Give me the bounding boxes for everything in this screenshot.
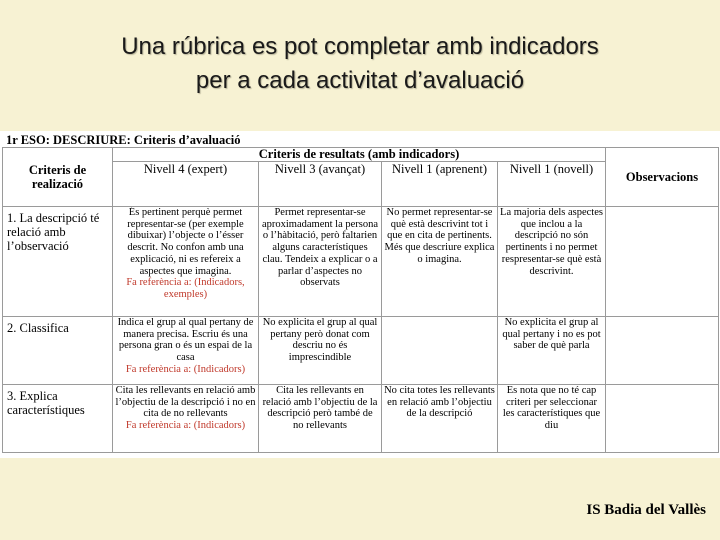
header-row-top — [3, 148, 719, 162]
reference-note: Fa referència a: (Indicadors) — [125, 420, 246, 432]
level-cell — [113, 317, 259, 385]
rubric-table — [2, 147, 719, 453]
level-cell: La majoria dels aspectes que inclou a la descripció no són pertinents i no permet respresentar-se què està descrivint. — [498, 207, 606, 317]
reference-note: Fa referència a: (Indicadors) — [125, 363, 246, 375]
slide-title-line-2: per a cada activitat d’avaluació — [195, 67, 525, 94]
school-footer: IS Badia del Vallès — [586, 502, 706, 518]
level-header: Nivell 1 (aprenent) — [382, 162, 498, 207]
rubric-panel — [0, 131, 720, 458]
observations-cell — [606, 385, 719, 453]
level-cell — [113, 385, 259, 453]
level-cell: Es nota que no té cap criteri per seleccionar les característiques que diu — [498, 385, 606, 453]
level-header: Nivell 1 (novell) — [498, 162, 606, 207]
level-cell — [382, 317, 498, 385]
descriptor-text: Cita les rellevants en relació amb l’objectiu de la descripció i no en cita de no rellevants — [115, 385, 256, 420]
criterion-cell: 1. La descripció té relació amb l’observació — [3, 207, 113, 317]
table-row — [3, 207, 719, 317]
level-cell: No explicita el grup al qual pertany i no es pot saber de què parla — [498, 317, 606, 385]
level-cell: Permet representar-se aproximadament la persona o l’hàbitació, però faltarien alguns característiques clau. Tendeix a explicar o a parlar d’aspectes no observats — [259, 207, 382, 317]
level-cell: Cita les rellevants en relació amb l’objectiu de la descripció però també de no rellevants — [259, 385, 382, 453]
slide-title-line-1: Una rúbrica es pot completar amb indicadors — [121, 33, 599, 60]
results-header: Criteris de resultats (amb indicadors) — [113, 148, 606, 162]
table-row — [3, 385, 719, 453]
observations-cell — [606, 317, 719, 385]
reference-note: Fa referència a: (Indicadors, exemples) — [126, 277, 245, 300]
level-cell — [113, 207, 259, 317]
level-cell: No cita totes les rellevants en relació amb l’objectiu de la descripció — [382, 385, 498, 453]
observations-header: Observacions — [606, 148, 719, 207]
rubric-caption: 1r ESO: DESCRIURE: Criteris d’avaluació — [6, 133, 241, 147]
observations-cell — [606, 207, 719, 317]
criterion-cell: 2. Classifica — [3, 317, 113, 385]
descriptor-text: És pertinent perquè permet representar-se (per exemple dibuixar) l’objecte o l’ésser descrit. No confon amb una explicació, ni es refereix a aspectes que imagina. — [127, 207, 244, 277]
level-header: Nivell 3 (avançat) — [259, 162, 382, 207]
criterion-cell: 3. Explica característiques — [3, 385, 113, 453]
slide-title — [0, 30, 720, 98]
level-cell: No explicita el grup al qual pertany però donat com descriu no és imprescindible — [259, 317, 382, 385]
level-cell: No permet representar-se què està descrivint tot i que en cita de pertinents. Més que descriure explica o imagina. — [382, 207, 498, 317]
level-header: Nivell 4 (expert) — [113, 162, 259, 207]
descriptor-text: Indica el grup al qual pertany de manera precisa. Escriu és una persona gran o és un espai de la casa — [117, 317, 254, 364]
table-row — [3, 317, 719, 385]
criteria-header: Criteris de realizació — [3, 148, 113, 207]
